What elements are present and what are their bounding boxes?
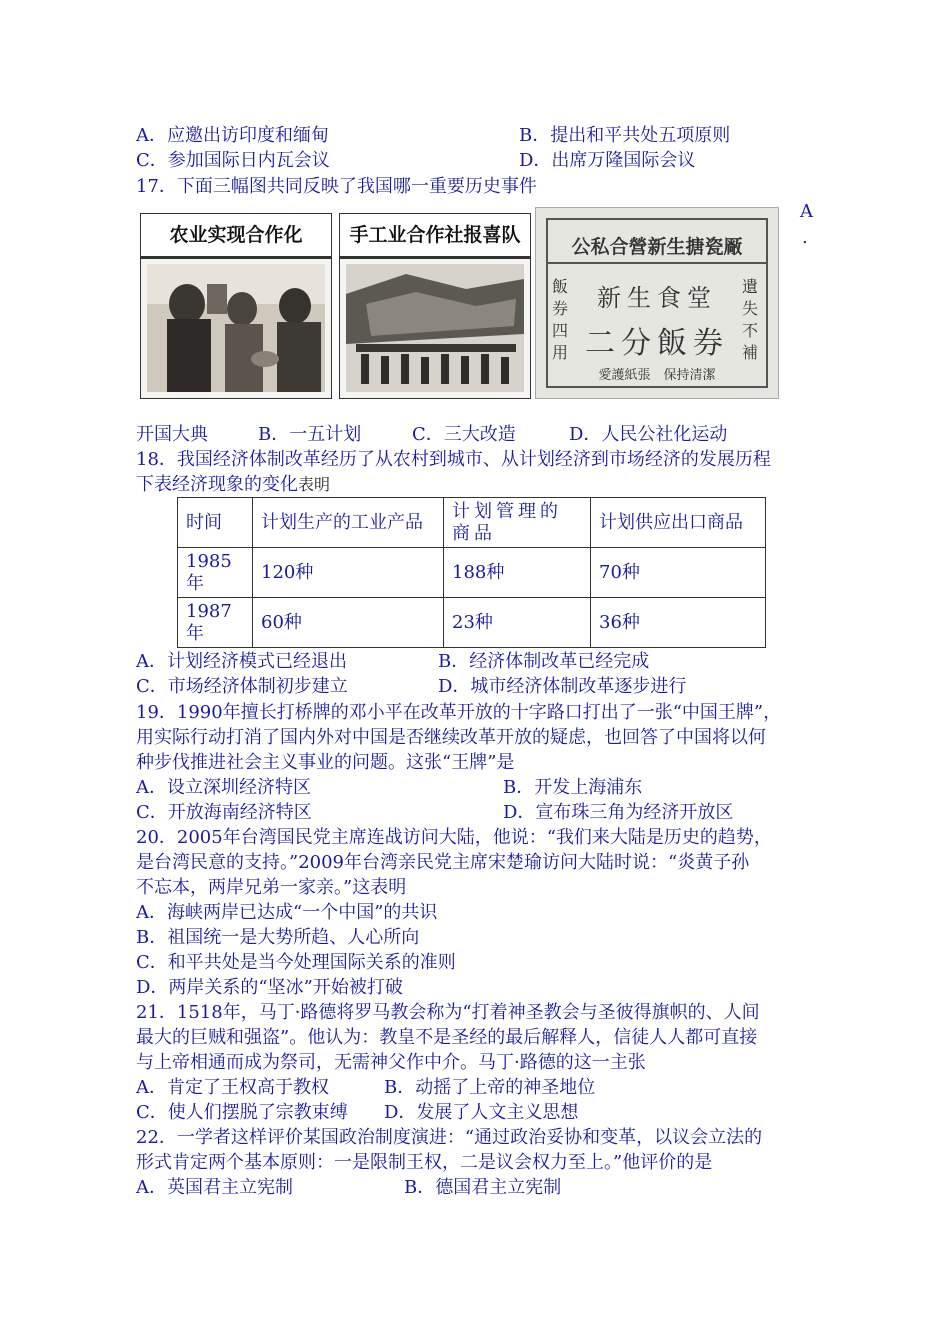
panel-title: 农业实现合作化 xyxy=(141,214,331,259)
q22-stem-line2: 形式肯定两个基本原则：一是限制王权，二是议会权力至上。”他评价的是 xyxy=(136,1152,713,1173)
table-row xyxy=(178,598,766,648)
table-cell: 120种 xyxy=(253,548,444,598)
q18-option-a: A．计划经济模式已经退出 xyxy=(136,651,347,672)
q19-option-a: A．设立深圳经济特区 xyxy=(136,777,311,798)
q19-stem-line1: 19．1990年擅长打桥牌的邓小平在改革开放的十字路口打出了一张“中国王牌”， xyxy=(136,702,782,723)
q22-stem-line1: 22．一学者这样评价某国政治制度演进：“通过政治妥协和变革，以议会立法的 xyxy=(136,1127,763,1148)
q16-option-d: D．出席万隆国际会议 xyxy=(519,150,696,171)
q17-option-a-text: 开国大典 xyxy=(136,424,208,445)
q20-option-a: A．海峡两岸已达成“一个中国”的共识 xyxy=(136,902,438,923)
ticket-left-side: 飯券四用 xyxy=(552,277,569,362)
table-cell: 70种 xyxy=(591,548,766,598)
ticket-header: 公私合營新生搪瓷厰 xyxy=(571,236,743,258)
q17-option-a-dot: . xyxy=(802,227,808,248)
q16-option-a: A．应邀出访印度和缅甸 xyxy=(136,125,329,146)
q20-stem-line2: 是台湾民意的支持。”2009年台湾亲民党主席宋楚瑜访问大陆时说：“炎黄子孙 xyxy=(136,852,750,873)
q20-stem-line1: 20．2005年台湾国民党主席连战访问大陆，他说：“我们来大陆是历史的趋势， xyxy=(136,827,772,848)
q19-option-c: C．开放海南经济特区 xyxy=(136,802,312,823)
q19-stem-line3: 种步伐推进社会主义事业的问题。这张“王牌”是 xyxy=(136,752,515,773)
panel-title: 手工业合作社报喜队 xyxy=(340,214,530,259)
q22-option-a: A．英国君主立宪制 xyxy=(136,1177,293,1198)
table-cell: 23种 xyxy=(444,598,591,648)
q16-option-c: C．参加国际日内瓦会议 xyxy=(136,150,330,171)
table-header-cell: 时间 xyxy=(178,498,253,548)
q22-option-b: B．德国君主立宪制 xyxy=(404,1177,562,1198)
table-row xyxy=(178,548,766,598)
q21-stem-line3: 与上帝相通而成为祭司，无需神父作中介。马丁·路德的这一主张 xyxy=(136,1052,646,1073)
ticket-amount: 二分飯券 xyxy=(585,326,729,361)
q20-option-c: C．和平共处是当今处理国际关系的准则 xyxy=(136,952,456,973)
q20-option-b: B．祖国统一是大势所趋、人心所向 xyxy=(136,927,420,948)
q21-stem-line2: 最大的巨贼和强盗”。他认为：教皇不是圣经的最后解释人，信徒人人都可直接 xyxy=(136,1027,758,1048)
agriculture-cooperation-picture xyxy=(140,213,332,399)
q19-option-d: D．宣布珠三角为经济开放区 xyxy=(503,802,734,823)
photo-handshake xyxy=(147,264,325,392)
photo-parade xyxy=(346,264,524,392)
q18-stem-line2: 下表经济现象的变化表明 xyxy=(136,474,331,495)
q17-option-d: D．人民公社化运动 xyxy=(569,424,728,445)
table-cell: 1987年 xyxy=(178,598,253,648)
q19-stem-line2: 用实际行动打消了国内外对中国是否继续改革开放的疑虑，也回答了中国将以何 xyxy=(136,727,766,748)
q17-option-a-letter: A xyxy=(800,201,813,222)
q17-option-b: B．一五计划 xyxy=(258,424,362,445)
ticket-right-side: 遺失不補 xyxy=(742,277,759,362)
q21-option-d: D．发展了人文主义思想 xyxy=(384,1102,579,1123)
q17-stem: 17．下面三幅图共同反映了我国哪一重要历史事件 xyxy=(136,176,537,197)
meal-ticket-picture xyxy=(535,207,779,399)
q20-stem-line3: 不忘本，两岸兄弟一家亲。”这表明 xyxy=(136,877,407,898)
table-header-cell: 计划管理的商品 xyxy=(444,498,591,548)
table-cell: 188种 xyxy=(444,548,591,598)
table-header-cell: 计划生产的工业产品 xyxy=(253,498,444,548)
q18-option-c: C．市场经济体制初步建立 xyxy=(136,676,348,697)
q18-option-b: B．经济体制改革已经完成 xyxy=(438,651,650,672)
ticket-title: 新生食堂 xyxy=(597,284,717,312)
q21-option-b: B．动摇了上帝的神圣地位 xyxy=(384,1077,596,1098)
economic-statistics-table xyxy=(177,497,766,648)
q18-stem-tail: 表明 xyxy=(298,475,331,494)
handicraft-cooperative-picture xyxy=(339,213,531,399)
q16-option-b: B．提出和平共处五项原则 xyxy=(519,125,731,146)
q21-option-a: A．肯定了王权高于教权 xyxy=(136,1077,329,1098)
q17-option-c: C．三大改造 xyxy=(412,424,516,445)
q21-stem-line1: 21．1518年，马丁·路德将罗马教会称为“打着神圣教会与圣彼得旗帜的、人间 xyxy=(136,1002,760,1023)
table-cell: 36种 xyxy=(591,598,766,648)
table-header-row xyxy=(178,498,766,548)
q21-option-c: C．使人们摆脱了宗教束缚 xyxy=(136,1102,348,1123)
q19-option-b: B．开发上海浦东 xyxy=(503,777,643,798)
q18-option-d: D．城市经济体制改革逐步进行 xyxy=(438,676,687,697)
table-header-cell: 计划供应出口商品 xyxy=(591,498,766,548)
table-cell: 1985年 xyxy=(178,548,253,598)
q20-option-d: D．两岸关系的“坚冰”开始被打破 xyxy=(136,977,403,998)
q18-stem-line1: 18．我国经济体制改革经历了从农村到城市、从计划经济到市场经济的发展历程 xyxy=(136,449,771,470)
table-cell: 60种 xyxy=(253,598,444,648)
ticket-footer: 愛護紙張 保持清潔 xyxy=(598,368,716,383)
